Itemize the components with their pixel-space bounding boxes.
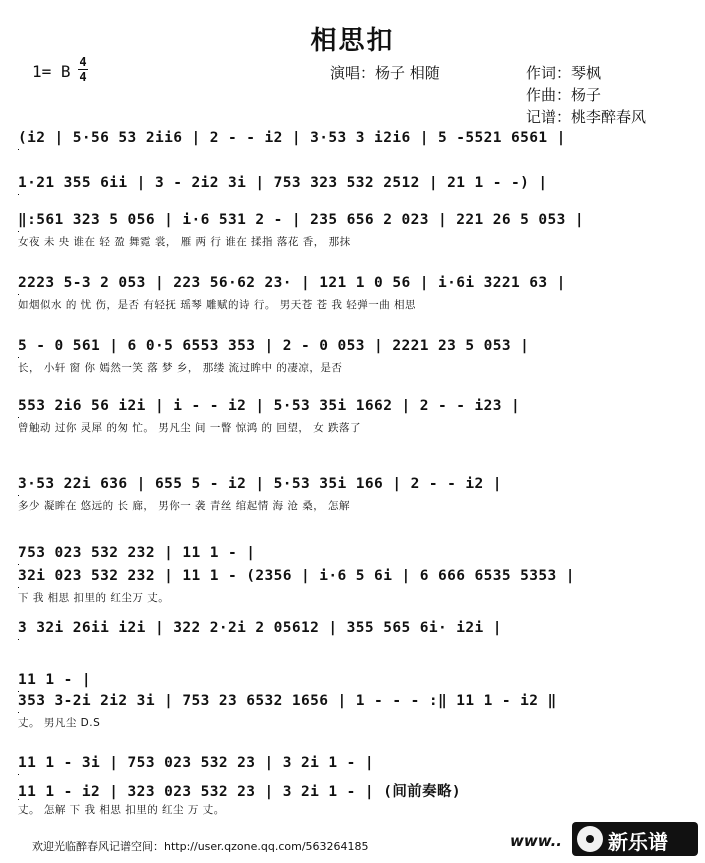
singers: 演唱：杨子 相随 [330, 64, 440, 82]
notation-row: 3·53 22i 636 | 655 5 - i2 | 5·53 35i 166 | 2 - - i2 | [18, 476, 502, 492]
lyric-row: 多少 凝眸在 悠远的 长 廊， 男你一 袭 青丝 绾起情 海 沧 桑， 怎解 [18, 500, 351, 512]
notation-row: 11 1 - i2 | 323 023 532 23 | 3 2i 1 - | (间前奏略) [18, 784, 462, 800]
lyric-row: 曾触动 过你 灵犀 的匆 忙。 男凡尘 间 一瞥 惊鸿 的 回望， 女 跌落了 [18, 422, 362, 434]
page-title: 相思扣 [310, 26, 395, 56]
beam-mark [18, 495, 19, 496]
lyric-row: 丈。 怎解 下 我 相思 扣里的 红尘 万 丈。 [18, 804, 225, 816]
notation-row: 3 32i 26ii i2i | 322 2·2i 2 05612 | 355 565 6i· i2i | [18, 620, 502, 636]
beam-mark [18, 564, 19, 565]
notation-row: 32i 023 532 232 | 11 1 - (2356 | i·6 5 6i | 6 666 6535 5353 | [18, 568, 575, 584]
beam-mark [18, 357, 19, 358]
beam-mark [18, 294, 19, 295]
disc-icon [577, 826, 603, 852]
lyricist: 作词：琴枫 [526, 64, 602, 82]
beam-mark [18, 799, 19, 800]
notation-row: 1·21 355 6ii | 3 - 2i2 3i | 753 323 532 2512 | 21 1 - -) | [18, 175, 548, 191]
notation-row: 5 - 0 561 | 6 0·5 6553 353 | 2 - 0 053 | 2221 23 5 053 | [18, 338, 530, 354]
notation-row: 553 2i6 56 i2i | i - - i2 | 5·53 35i 1662 | 2 - - i23 | [18, 398, 521, 414]
logo-text: 新乐谱 [608, 830, 668, 854]
notation-row: 11 1 - 3i | 753 023 532 23 | 3 2i 1 - | [18, 755, 375, 771]
notation-row: 11 1 - | [18, 672, 92, 688]
lyric-row: 下 我 相思 扣里的 红尘万 丈。 [18, 592, 170, 604]
beam-mark [18, 149, 19, 150]
composer: 作曲：杨子 [526, 86, 602, 104]
notation-row: 753 023 532 232 | 11 1 - | [18, 545, 256, 561]
notation-row: 353 3-2i 2i2 3i | 753 23 6532 1656 | 1 - - - :‖ 11 1 - i2 ‖ [18, 693, 557, 709]
meter-bottom: 4 [79, 70, 87, 84]
website-text: www.. [510, 832, 563, 850]
beam-mark [18, 417, 19, 418]
beam-mark [18, 712, 19, 713]
notation-row: ‖:561 323 5 056 | i·6 531 2 - | 235 656 2 023 | 221 26 5 053 | [18, 212, 585, 228]
beam-mark [18, 231, 19, 232]
beam-mark [18, 194, 19, 195]
time-signature [78, 56, 88, 83]
transcriber: 记谱：桃李醉春风 [526, 108, 647, 126]
footer-text: 欢迎光临醉春风记谱空间：http://user.qzone.qq.com/563264185 [32, 840, 369, 853]
beam-mark [18, 774, 19, 775]
lyric-row: 丈。 男凡尘 D.S [18, 717, 101, 729]
beam-mark [18, 691, 19, 692]
lyric-row: 如烟似水 的 忧 伤，是否 有轻抚 瑶琴 雕赋的诗 行。 男天苍 苍 我 轻弹一曲 相思 [18, 299, 417, 311]
key-signature: 1= B [32, 62, 71, 81]
beam-mark [18, 639, 19, 640]
lyric-row: 长， 小轩 窗 你 嫣然一笑 落 梦 乡， 那缕 流过眸中 的凄凉，是否 [18, 362, 343, 374]
notation-row: (i2 | 5·56 53 2ii6 | 2 - - i2 | 3·53 3 i2i6 | 5 -5521 6561 | [18, 130, 566, 146]
lyric-row: 女夜 未 央 谁在 轻 盈 舞霓 裳， 雁 两 行 谁在 揉指 落花 香， 那抹 [18, 236, 351, 248]
meter-top: 4 [79, 55, 87, 69]
logo [572, 822, 698, 856]
notation-row: 2223 5-3 2 053 | 223 56·62 23· | 121 1 0 56 | i·6i 3221 63 | [18, 275, 566, 291]
credits [526, 62, 646, 128]
beam-mark [18, 587, 19, 588]
